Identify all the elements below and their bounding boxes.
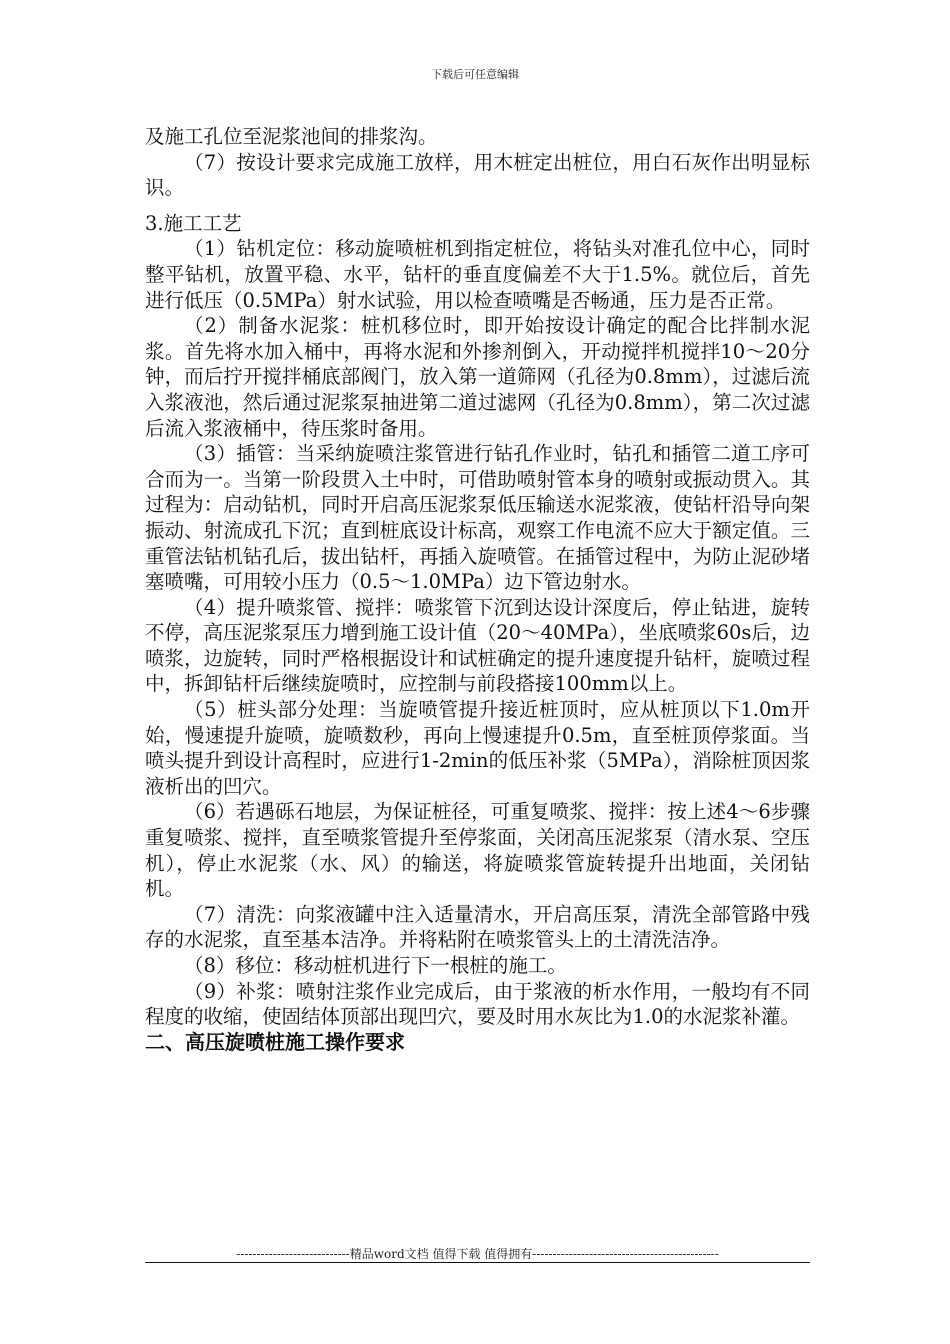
paragraph-step-5: （5）桩头部分处理：当旋喷管提升接近桩顶时，应从桩顶以下1.0m开始，慢速提升旋喷，旋喷数秒，再向上慢速提升0.5m，直至桩顶停浆面。当喷头提升到设计高程时，应进行1-2min的低压补浆（5MPa），消除桩顶因浆液析出的凹穴。 <box>145 698 810 798</box>
paragraph-step-2: （2）制备水泥浆：桩机移位时，即开始按设计确定的配合比拌制水泥浆。首先将水加入桶中，再将水泥和外掺剂倒入，开动搅拌机搅拌10～20分钟，而后拧开搅拌桶底部阀门，放入第一道筛网（孔径为0.8mm），过滤后流入浆液池，然后通过泥浆泵抽进第二道过滤网（孔径为0.8mm），第二次过滤后流入浆液桶中，待压浆时备用。 <box>145 314 810 440</box>
paragraph-step-3: （3）插管：当采纳旋喷注浆管进行钻孔作业时，钻孔和插管二道工序可合而为一。当第一阶段贯入土中时，可借助喷射管本身的喷射或振动贯入。其过程为：启动钻机，同时开启高压泥浆泵低压输送水泥浆液，使钻杆沿导向架振动、射流成孔下沉；直到桩底设计标高，观察工作电流不应大于额定值。三重管法钻机钻孔后，拔出钻杆，再插入旋喷管。在插管过程中，为防止泥砂堵塞喷嘴，可用较小压力（0.5～1.0MPa）边下管边射水。 <box>145 442 810 594</box>
section-heading-construction-process: 3.施工工艺 <box>145 211 242 235</box>
paragraph-step-1: （1）钻机定位：移动旋喷桩机到指定桩位，将钻头对准孔位中心，同时整平钻机，放置平稳、水平，钻杆的垂直度偏差不大于1.5%。就位后，首先进行低压（0.5MPa）射水试验，用以检查喷嘴是否畅通，压力是否正常。 <box>145 237 810 312</box>
paragraph-item-7: （7）按设计要求完成施工放样，用木桩定出桩位，用白石灰作出明显标识。 <box>145 150 810 200</box>
paragraph-step-9: （9）补浆：喷射注浆作业完成后，由于浆液的析水作用，一般均有不同程度的收缩，使固结体顶部出现凹穴，要及时用水灰比为1.0的水泥浆补灌。 <box>145 979 810 1029</box>
paragraph-continuation: 及施工孔位至泥浆池间的排浆沟。 <box>145 125 438 148</box>
page-header: 下载后可任意编辑 <box>431 68 519 81</box>
section-heading-operation-requirements: 二、高压旋喷桩施工操作要求 <box>145 1029 405 1054</box>
footer-rule <box>145 1262 810 1263</box>
paragraph-step-6: （6）若遇砾石地层，为保证桩径，可重复喷浆、搅拌：按上述4～6步骤重复喷浆、搅拌，直至喷浆管提升至停浆面，关闭高压泥浆泵（清水泵、空压机），停止水泥浆（水、风）的输送，将旋喷浆管旋转提升出地面，关闭钻机。 <box>145 800 810 901</box>
paragraph-step-8: （8）移位：移动桩机进行下一根桩的施工。 <box>184 954 567 977</box>
document-body <box>145 124 810 1055</box>
paragraph-step-4: （4）提升喷浆管、搅拌：喷浆管下沉到达设计深度后，停止钻进，旋转不停，高压泥浆泵压力增到施工设计值（20～40MPa），坐底喷浆60s后，边喷浆，边旋转，同时严格根据设计和试桩确定的提升速度提升钻杆，旋喷过程中，拆卸钻杆后继续旋喷时，应控制与前段搭接100mm以上。 <box>145 595 810 696</box>
paragraph-step-7: （7）清洗：向浆液罐中注入适量清水，开启高压泵，清洗全部管路中残存的水泥浆，直至基本洁净。并将粘附在喷浆管头上的土清洗洁净。 <box>145 902 810 952</box>
page-footer: ----------------------------精品word文档 值得下载 值得拥有---------------------------------------------- <box>236 1247 719 1261</box>
